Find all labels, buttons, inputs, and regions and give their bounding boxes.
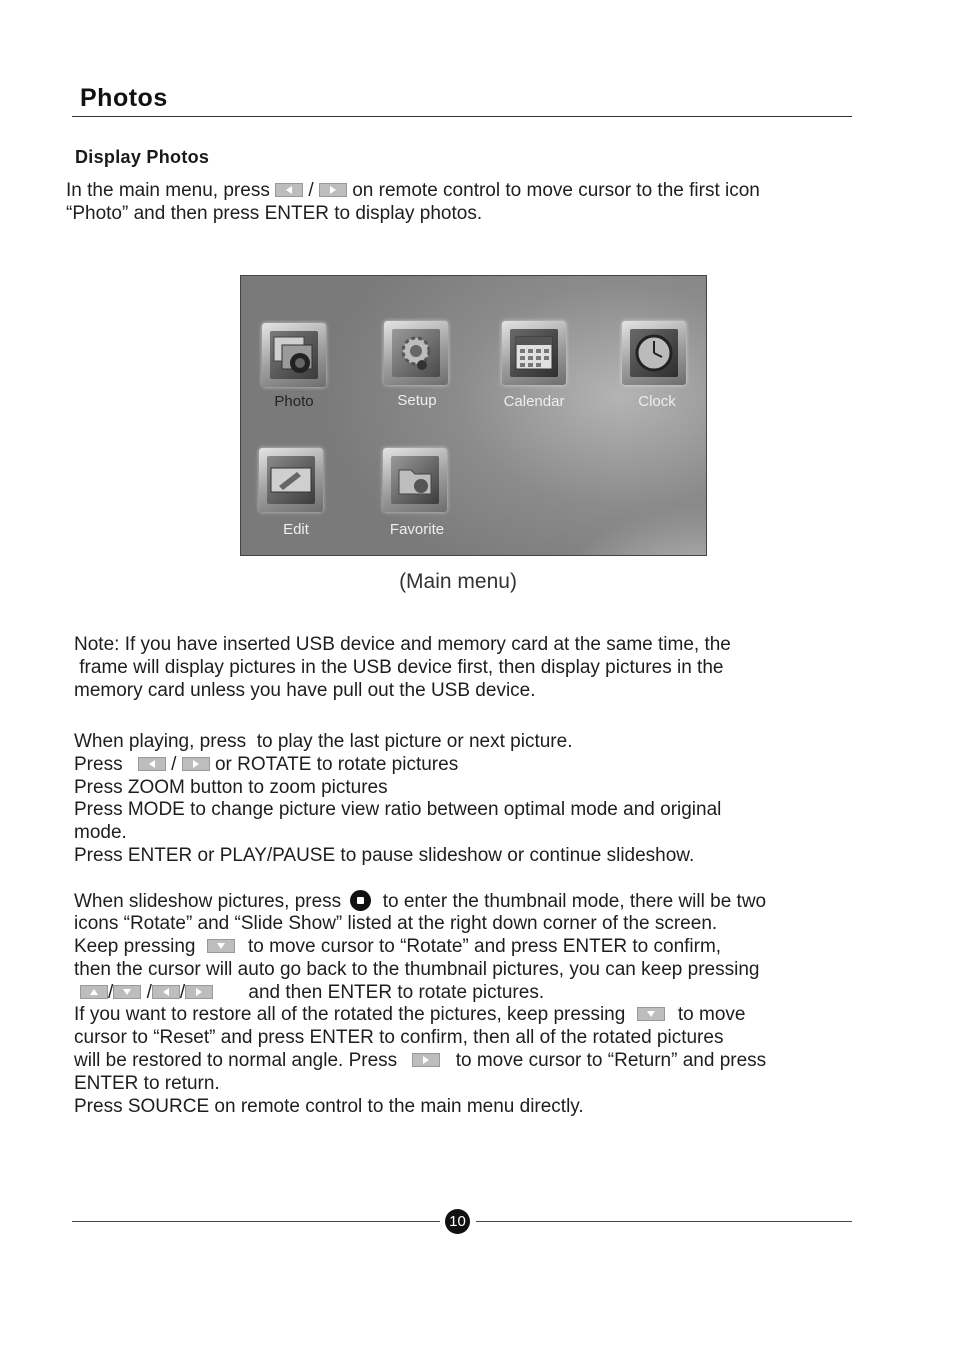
playing-line-2: [74, 753, 458, 776]
slideshow-line-4: then the cursor will auto go back to the thumbnail pictures, you can keep pressing: [74, 959, 760, 980]
slideshow-text-b: to enter the thumbnail mode, there will be two: [377, 891, 767, 912]
edit-icon: [267, 456, 315, 504]
playing-line-5: mode.: [74, 822, 127, 843]
title-divider: [72, 116, 852, 117]
clock-tile: [622, 321, 686, 385]
stop-button-icon: [350, 890, 371, 911]
slideshow-line-7: cursor to “Reset” and press ENTER to confirm, then all of the rotated pictures: [74, 1027, 724, 1048]
menu-label-edit: Edit: [283, 521, 309, 538]
menu-label-calendar: Calendar: [503, 393, 565, 410]
left-arrow-key-icon: [275, 183, 303, 197]
down-arrow-key-icon: [637, 1007, 665, 1021]
note-line-3: memory card unless you have pull out the USB device.: [74, 680, 536, 701]
down-arrow-key-icon: [113, 985, 141, 999]
playing-line-4: Press MODE to change picture view ratio between optimal mode and original: [74, 799, 722, 820]
left-arrow-key-icon: [138, 757, 166, 771]
footer-divider-right: [476, 1221, 852, 1222]
slideshow-line-1: [74, 890, 766, 913]
calendar-icon: [510, 329, 558, 377]
clock-icon: [630, 329, 678, 377]
intro-text-a: In the main menu, press: [66, 180, 276, 201]
slideshow-line-2: icons “Rotate” and “Slide Show” listed at the right down corner of the screen.: [74, 913, 718, 934]
note-line-1: Note: If you have inserted USB device and memory card at the same time, the: [74, 634, 731, 655]
playing-line-1: When playing, press to play the last picture or next picture.: [74, 731, 573, 752]
playing-press-text: Press: [74, 754, 128, 775]
playing-line-3: Press ZOOM button to zoom pictures: [74, 777, 388, 798]
photo-tile: [262, 323, 326, 387]
slideshow-text-a: When slideshow pictures, press: [74, 891, 347, 912]
main-menu-screenshot: [240, 275, 707, 556]
photo-icon: [270, 331, 318, 379]
menu-label-setup: Setup: [397, 392, 437, 409]
slideshow-keep-pressing-text: Keep pressing: [74, 936, 201, 957]
setup-gear-icon: [392, 329, 440, 377]
key-separator: /: [146, 982, 152, 1003]
right-arrow-key-icon: [185, 985, 213, 999]
slideshow-restore-text: If you want to restore all of the rotated the pictures, keep pressing: [74, 1004, 631, 1025]
slideshow-line-9: ENTER to return.: [74, 1073, 220, 1094]
intro-line-2: “Photo” and then press ENTER to display photos.: [66, 203, 483, 224]
footer-divider-left: [72, 1221, 440, 1222]
key-separator: /: [179, 982, 186, 1003]
slideshow-line-3: [74, 935, 721, 958]
right-arrow-key-icon: [182, 757, 210, 771]
page-number: 10: [445, 1209, 470, 1234]
slideshow-line-6: [74, 1003, 745, 1026]
playing-rotate-text: or ROTATE to rotate pictures: [209, 754, 459, 775]
note-line-2: frame will display pictures in the USB device first, then display pictures in the: [74, 657, 724, 678]
edit-tile: [259, 448, 323, 512]
section-title: Photos: [80, 84, 168, 112]
slideshow-normal-angle-text: will be restored to normal angle. Press: [74, 1050, 403, 1071]
menu-label-clock: Clock: [638, 393, 676, 410]
playing-line-6: Press ENTER or PLAY/PAUSE to pause slideshow or continue slideshow.: [74, 845, 695, 866]
slideshow-rotate-text: to move cursor to “Rotate” and press ENTER to confirm,: [242, 936, 722, 957]
figure-caption: (Main menu): [399, 570, 517, 593]
intro-line-1: [66, 179, 760, 202]
slideshow-line-5: [80, 981, 544, 1004]
favorite-icon: [391, 456, 439, 504]
setup-tile: [384, 321, 448, 385]
right-arrow-key-icon: [319, 183, 347, 197]
left-arrow-key-icon: [152, 985, 180, 999]
slideshow-return-text: to move cursor to “Return” and press: [450, 1050, 767, 1071]
right-arrow-key-icon: [412, 1053, 440, 1067]
playing-separator: /: [165, 754, 182, 775]
slideshow-move-text: to move: [672, 1004, 746, 1025]
menu-label-favorite: Favorite: [389, 521, 445, 538]
calendar-tile: [502, 321, 566, 385]
up-arrow-key-icon: [80, 985, 108, 999]
key-separator: /: [108, 982, 114, 1003]
slideshow-line-10: Press SOURCE on remote control to the main menu directly.: [74, 1096, 584, 1117]
intro-text-b: on remote control to move cursor to the first icon: [346, 180, 760, 201]
favorite-tile: [383, 448, 447, 512]
slideshow-enter-rotate-text: and then ENTER to rotate pictures.: [243, 982, 545, 1003]
down-arrow-key-icon: [207, 939, 235, 953]
intro-separator: /: [303, 180, 319, 201]
menu-label-photo: Photo: [274, 393, 314, 410]
slideshow-line-8: [74, 1049, 766, 1072]
subsection-title: Display Photos: [75, 147, 210, 167]
